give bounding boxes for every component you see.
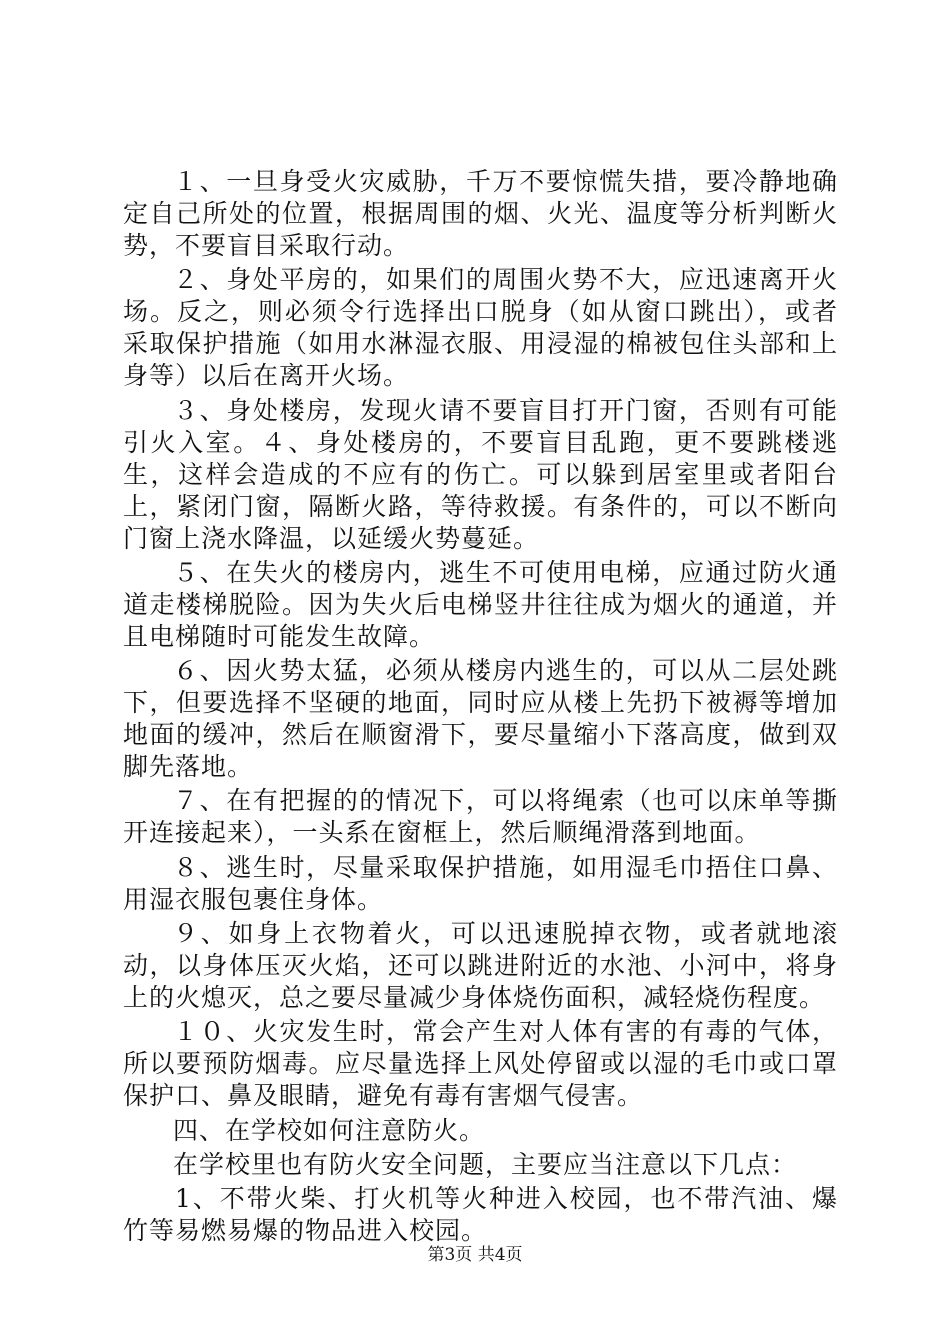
paragraph-9: １０、火灾发生时，常会产生对人体有害的有毒的气体，所以要预防烟毒。应尽量选择上风处停留或以湿的毛巾或口罩保护口、鼻及眼睛，避免有毒有害烟气侵害。: [123, 1017, 838, 1111]
paragraph-3: ３、身处楼房，发现火请不要盲目打开门窗，否则有可能引火入室。４、身处楼房的，不要盲目乱跑，更不要跳楼逃生，这样会造成的不应有的伤亡。可以躲到居室里或者阳台上，紧闭门窗，隔断火路，等待救援。有条件的，可以不断向门窗上浇水降温，以延缓火势蔓延。: [123, 395, 838, 553]
page-footer: 第3页 共4页: [427, 1245, 523, 1265]
paragraph-4: ５、在失火的楼房内，逃生不可使用电梯，应通过防火通道走楼梯脱险。因为失火后电梯竖井往往成为烟火的通道，并且电梯随时可能发生故障。: [123, 557, 838, 651]
paragraph-6: ７、在有把握的的情况下，可以将绳索（也可以床单等撕开连接起来），一头系在窗框上，然后顺绳滑落到地面。: [123, 786, 838, 848]
paragraph-7: ８、逃生时，尽量采取保护措施，如用湿毛巾捂住口鼻、用湿衣服包裹住身体。: [123, 852, 838, 914]
paragraph-1: １、一旦身受火灾威胁，千万不要惊慌失措，要冷静地确定自己所处的位置，根据周围的烟、火光、温度等分析判断火势，不要盲目采取行动。: [123, 167, 838, 260]
paragraph-8: ９、如身上衣物着火，可以迅速脱掉衣物，或者就地滚动，以身体压灭火焰，还可以跳进附近的水池、小河中，将身上的火熄灭，总之要尽量减少身体烧伤面积，减轻烧伤程度。: [123, 919, 838, 1013]
section-heading: 四、在学校如何注意防火。: [173, 1115, 486, 1145]
paragraph-list-item-1: 1、不带火柴、打火机等火种进入校园，也不带汽油、爆竹等易燃易爆的物品进入校园。: [123, 1184, 838, 1246]
paragraph-intro: 在学校里也有防火安全问题，主要应当注意以下几点：: [173, 1149, 798, 1179]
document-body: [123, 166, 838, 1250]
paragraph-5: ６、因火势太猛，必须从楼房内逃生的，可以从二层处跳下，但要选择不坚硬的地面，同时应从楼上先扔下被褥等增加地面的缓冲，然后在顺窗滑下，要尽量缩小下落高度，做到双脚先落地。: [123, 656, 838, 782]
paragraph-2: ２、身处平房的，如果们的周围火势不大，应迅速离开火场。反之，则必须令行选择出口脱身（如从窗口跳出），或者采取保护措施（如用水淋湿衣服、用浸湿的棉被包住头部和上身等）以后在离开火场。: [123, 265, 838, 391]
